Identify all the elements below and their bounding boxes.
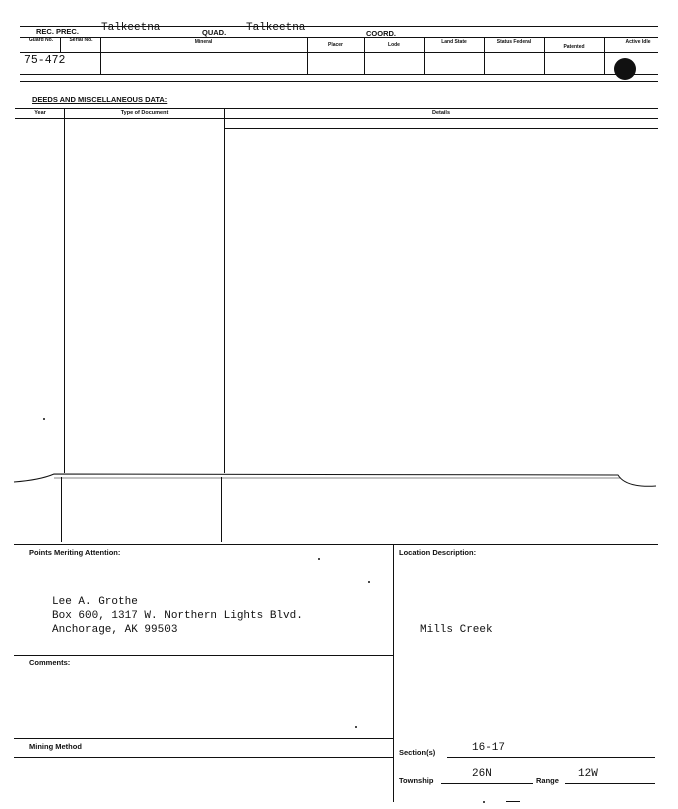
header-bottom-rule-2: [20, 81, 658, 82]
col-header-serial-no: Serial No.: [69, 37, 93, 43]
township-value: 26N: [472, 768, 492, 780]
scan-speck: [318, 558, 320, 560]
deeds-details-rule: [224, 128, 658, 129]
section-value: 16-17: [472, 742, 506, 754]
header-bottom-rule: [20, 74, 658, 75]
col-header-details: Details: [431, 110, 451, 116]
header-rule-3: [20, 52, 658, 53]
col-header-land-state: Land State: [441, 39, 467, 45]
points-line-3: Anchorage, AK 99503: [52, 624, 178, 636]
comments-label: Comments:: [29, 658, 71, 667]
points-line-1: Lee A. Grothe: [52, 596, 138, 608]
deeds-divider-year: [64, 108, 65, 473]
coord-label: COORD.: [366, 29, 396, 38]
deeds-section-title: DEEDS AND MISCELLANEOUS DATA:: [32, 95, 168, 104]
scan-speck: [355, 726, 357, 728]
quad-value: Talkeetna: [246, 22, 306, 34]
guard-no-value: 75-472: [24, 54, 66, 67]
page-join-line: [0, 466, 678, 492]
section-underline: [447, 757, 655, 758]
active-status-dot: [614, 58, 636, 80]
section-label: Section(s): [399, 748, 436, 757]
scan-speck: [43, 418, 45, 420]
col-divider-guard: [60, 37, 61, 52]
mining-bottom-rule: [14, 757, 393, 758]
scan-speck: [483, 801, 485, 803]
header-rule-2: [20, 37, 658, 38]
township-underline: [441, 783, 533, 784]
deeds-header-bottom-rule: [15, 118, 658, 119]
mining-top-rule: [14, 738, 393, 739]
col-header-mineral: Mineral: [194, 39, 213, 45]
location-value: Mills Creek: [420, 624, 493, 636]
col-header-type-of-document: Type of Document: [120, 110, 169, 116]
rec-prec-label: REC. PREC.: [36, 27, 79, 36]
location-label: Location Description:: [399, 548, 477, 557]
col-header-year: Year: [34, 110, 46, 116]
quad-label: QUAD.: [202, 28, 227, 37]
range-underline: [565, 783, 655, 784]
deeds-bottom-rule: [14, 544, 658, 545]
range-label: Range: [536, 776, 559, 785]
points-label: Points Meriting Attention:: [29, 548, 121, 557]
mining-method-label: Mining Method: [29, 742, 82, 751]
rec-prec-value: Talkeetna: [101, 22, 161, 34]
col-divider-patented: [604, 37, 605, 74]
col-header-patented: Patented: [563, 44, 585, 50]
range-value: 12W: [578, 768, 598, 780]
deeds-header-top-rule: [15, 108, 658, 109]
scan-mark: [506, 801, 520, 802]
col-header-status-federal: Status Federal: [496, 39, 532, 45]
scan-speck: [368, 581, 370, 583]
township-label: Township: [399, 776, 434, 785]
points-text: [52, 595, 303, 637]
col-header-active-idle: Active Idle: [625, 39, 651, 45]
col-divider-status: [544, 37, 545, 74]
lower-center-divider: [393, 544, 394, 802]
comments-top-rule: [14, 655, 393, 656]
col-header-lode: Lode: [388, 42, 400, 48]
points-line-2: Box 600, 1317 W. Northern Lights Blvd.: [52, 610, 303, 622]
col-header-guard-no: Guard No.: [28, 37, 54, 43]
deeds-divider-type: [224, 108, 225, 473]
col-header-placer: Placer: [327, 42, 343, 48]
col-divider-land: [484, 37, 485, 74]
